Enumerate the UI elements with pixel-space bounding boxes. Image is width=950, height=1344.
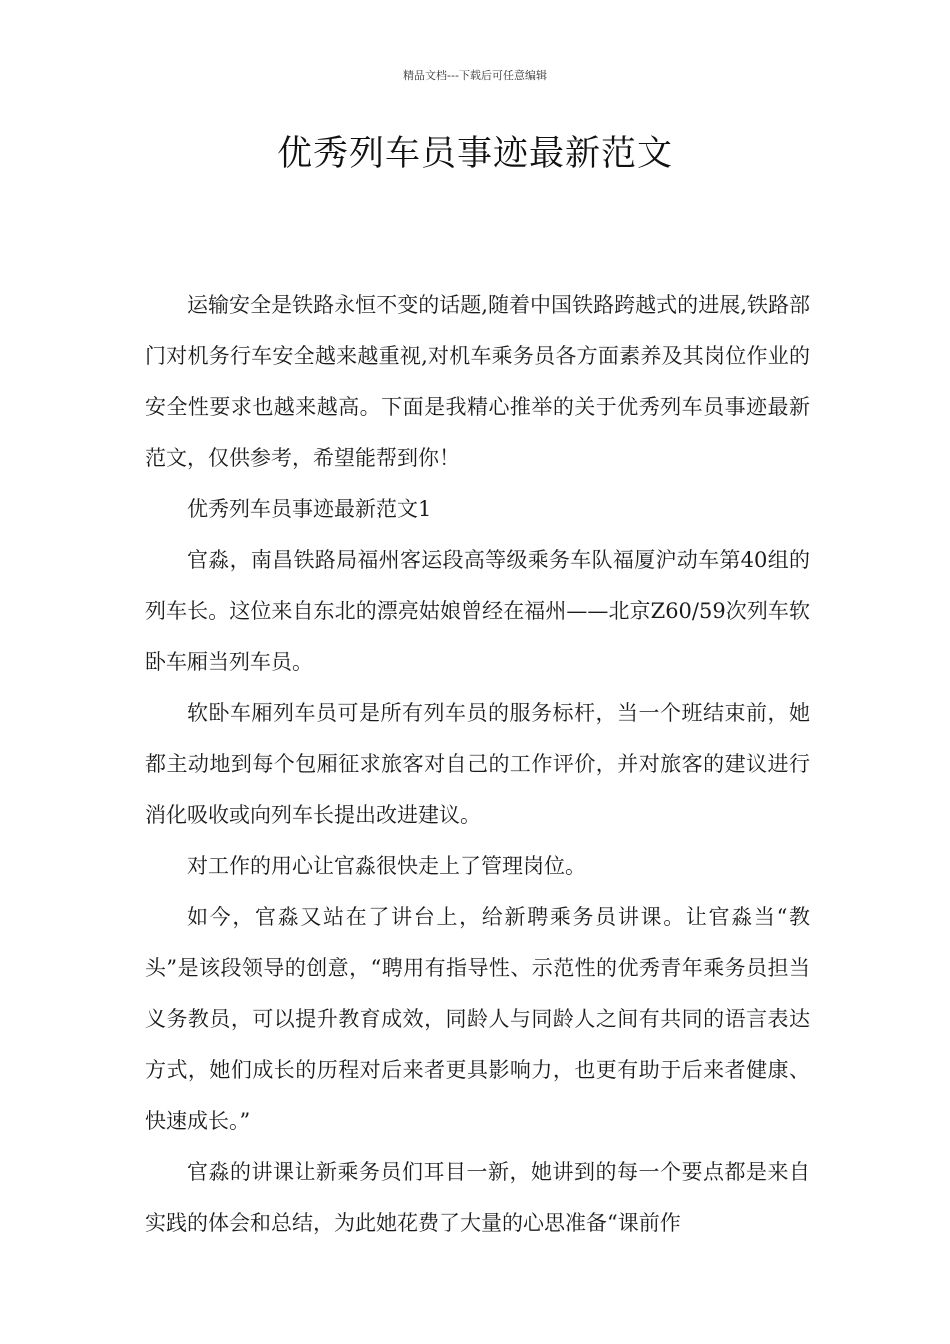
document-body [145, 280, 810, 1249]
paragraph: 官淼的讲课让新乘务员们耳目一新，她讲到的每一个要点都是来自实践的体会和总结，为此她花费了大量的心思准备“课前作 [145, 1160, 810, 1235]
paragraph: 官淼，南昌铁路局福州客运段高等级乘务车队福厦沪动车第40组的列车长。这位来自东北的漂亮姑娘曾经在福州——北京Z60/59次列车软卧车厢当列车员。 [145, 548, 810, 674]
paragraph: 软卧车厢列车员可是所有列车员的服务标杆，当一个班结束前，她都主动地到每个包厢征求旅客对自己的工作评价，并对旅客的建议进行消化吸收或向列车长提出改进建议。 [145, 701, 810, 827]
paragraph: 如今，官淼又站在了讲台上，给新聘乘务员讲课。让官淼当“教头”是该段领导的创意，“聘用有指导性、示范性的优秀青年乘务员担当义务教员，可以提升教育成效，同龄人与同龄人之间有共同的语言表达方式，她们成长的历程对后来者更具影响力，也更有助于后来者健康、快速成长。” [145, 905, 810, 1133]
section-heading: 优秀列车员事迹最新范文1 [187, 497, 432, 521]
paragraph-intro: 运输安全是铁路永恒不变的话题,随着中国铁路跨越式的进展,铁路部门对机务行车安全越来越重视,对机车乘务员各方面素养及其岗位作业的安全性要求也越来越高。下面是我精心推举的关于优秀列车员事迹最新范文，仅供参考，希望能帮到你！ [145, 293, 810, 470]
document-title: 优秀列车员事迹最新范文 [276, 134, 673, 174]
paragraph: 对工作的用心让官淼很快走上了管理岗位。 [187, 854, 586, 878]
header-note: 精品文档---下载后可任意编辑 [403, 69, 547, 82]
